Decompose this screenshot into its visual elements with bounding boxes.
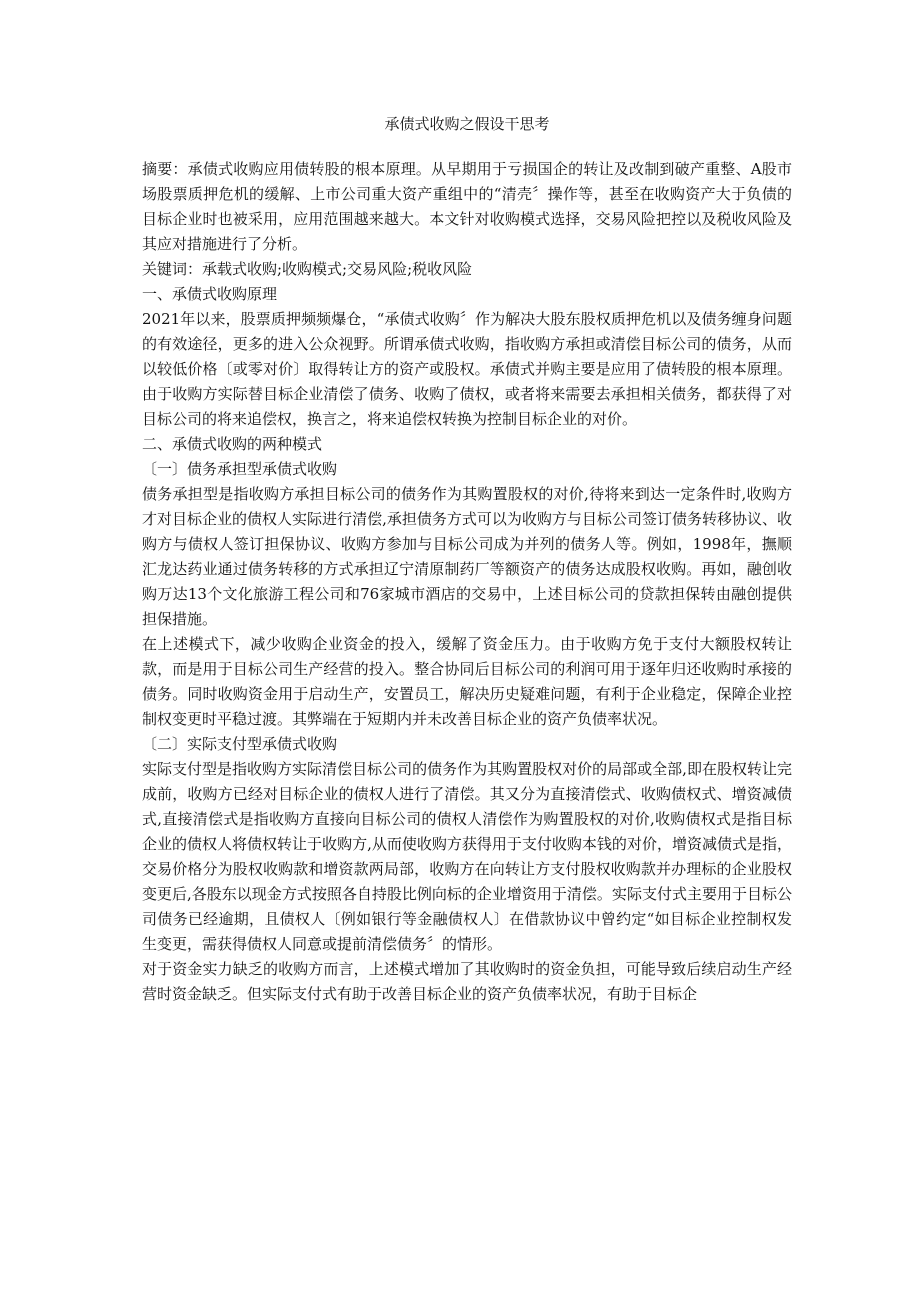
document-page	[142, 112, 792, 1007]
abstract: 摘要：承债式收购应用债转股的根本原理。从早期用于亏损国企的转让及改制到破产重整、A股市场股票质押危机的缓解、上市公司重大资产重组中的“清壳〞操作等，甚至在收购资产大于负债的目标企业时也被采用，应用范围越来越大。本文针对收购模式选择，交易风险把控以及税收风险及其应对措施进行了分析。	[142, 160, 792, 253]
subsection-2-2-paragraph-1: 实际支付型是指收购方实际清偿目标公司的债务作为其购置股权对价的局部或全部,即在股权转让完成前，收购方已经对目标企业的债权人进行了清偿。其又分为直接清偿式、收购债权式、增资减债式,直接清偿式是指收购方直接向目标公司的债权人清偿作为购置股权的对价,收购债权式是指目标企业的债权人将债权转让于收购方,从而使收购方获得用于支付收购本钱的对价，增资减债式是指，交易价格分为股权收购款和增资款两局部，收购方在向转让方支付股权收购款并办理标的企业股权变更后,各股东以现金方式按照各自持股比例向标的企业增资用于清偿。实际支付式主要用于目标公司债务已经逾期，且债权人〔例如银行等金融债权人〕在借款协议中曾约定“如目标企业控制权发生变更，需获得债权人同意或提前清偿债务〞的情形。	[142, 760, 792, 953]
subsection-2-2-heading: 〔二〕实际支付型承债式收购	[142, 735, 338, 753]
section-2-heading: 二、承债式收购的两种模式	[142, 435, 323, 453]
section-1-paragraph-1: 2021年以来，股票质押频频爆仓，“承债式收购〞作为解决大股东股权质押危机以及债务缠身问题的有效途径，更多的进入公众视野。所谓承债式收购，指收购方承担或清偿目标公司的债务，从而以较低价格〔或零对价〕取得转让方的资产或股权。承债式并购主要是应用了债转股的根本原理。由于收购方实际替目标企业清偿了债务、收购了债权，或者将来需要去承担相关债务，都获得了对目标公司的将来追偿权，换言之，将来追偿权转换为控制目标企业的对价。	[142, 310, 792, 428]
subsection-2-1-paragraph-2: 在上述模式下，减少收购企业资金的投入，缓解了资金压力。由于收购方免于支付大额股权转让款，而是用于目标公司生产经营的投入。整合协同后目标公司的利润可用于逐年归还收购时承接的债务。同时收购资金用于启动生产，安置员工，解决历史疑难问题，有利于企业稳定，保障企业控制权变更时平稳过渡。其弊端在于短期内并未改善目标企业的资产负债率状况。	[142, 635, 792, 728]
subsection-2-1-paragraph-1: 债务承担型是指收购方承担目标公司的债务作为其购置股权的对价,待将来到达一定条件时,收购方才对目标企业的债权人实际进行清偿,承担债务方式可以为收购方与目标公司签订债务转移协议、收购方与债权人签订担保协议、收购方参加与目标公司成为并列的债务人等。例如，1998年，撫顺汇龙达药业通过债务转移的方式承担辽宁清原制药厂等额资产的债务达成股权收购。再如，融创收购万达13个文化旅游工程公司和76家城市酒店的交易中，上述目标公司的贷款担保转由融创提供担保措施。	[142, 485, 792, 628]
subsection-2-1-heading: 〔一〕债务承担型承债式收购	[142, 460, 338, 478]
section-1-heading: 一、承债式收购原理	[142, 285, 278, 303]
subsection-2-2-paragraph-2: 对于资金实力缺乏的收购方而言，上述模式增加了其收购时的资金负担，可能导致后续启动生产经营时资金缺乏。但实际支付式有助于改善目标企业的资产负债率状况，有助于目标企	[142, 960, 792, 1003]
document-title: 承债式收购之假设干思考	[384, 115, 550, 133]
keywords: 关键词：承载式收购;收购模式;交易风险;税收风险	[142, 260, 473, 278]
